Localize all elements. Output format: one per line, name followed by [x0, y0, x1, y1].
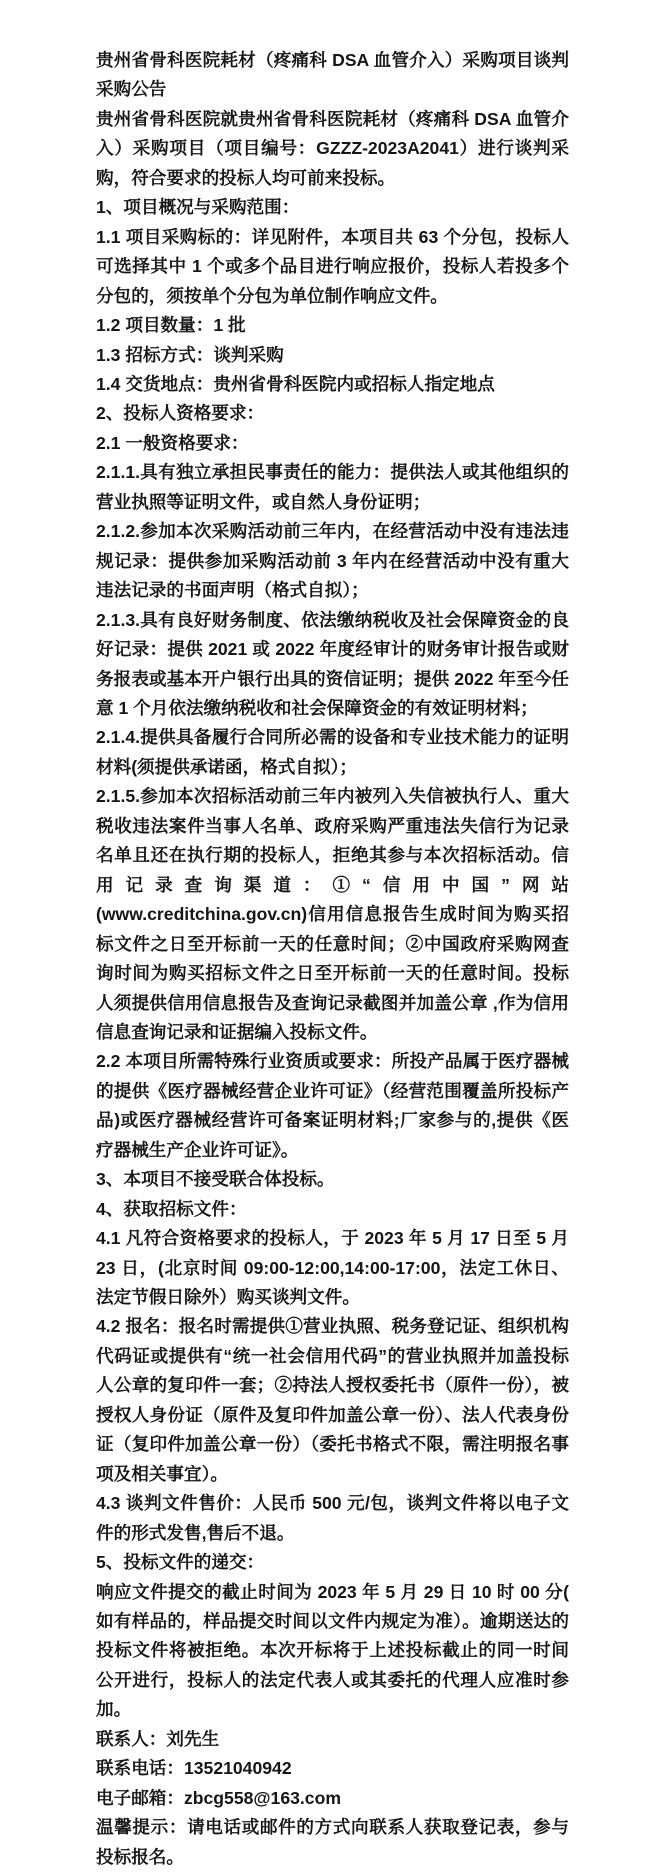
paragraph-6: 1.4 交货地点：贵州省骨科医院内或招标人指定地点 — [96, 373, 495, 394]
paragraph-10: 2.1.2.参加本次采购活动前三年内，在经营活动中没有违法违规记录：提供参加采购活动前 3 年内在经营活动中没有重大违法记录的书面声明（格式自拟）； — [96, 521, 569, 601]
paragraph-5: 1.3 招标方式：谈判采购 — [96, 344, 284, 365]
paragraph-16: 4、获取招标文件： — [96, 1198, 247, 1219]
paragraph-19: 4.3 谈判文件售价：人民币 500 元/包，谈判文件将以电子文件的形式发售,售后不退。 — [96, 1493, 569, 1543]
paragraph-11: 2.1.3.具有良好财务制度、依法缴纳税收及社会保障资金的良好记录：提供 2021 或 2022 年度经审计的财务审计报告或财务报表或基本开户银行出具的资信证明；提供 2022 年至今任意 1 个月依法缴纳税收和社会保障资金的有效证明材料； — [96, 609, 569, 718]
paragraph-1: 贵州省骨科医院就贵州省骨科医院耗材（疼痛科 DSA 血管介入）采购项目（项目编号：GZZZ-2023A2041）进行谈判采购，符合要求的投标人均可前来投标。 — [96, 108, 569, 188]
paragraph-15: 3、本项目不接受联合体投标。 — [96, 1169, 335, 1190]
paragraph-8: 2.1 一般资格要求： — [96, 432, 249, 453]
paragraph-13: 2.1.5.参加本次招标活动前三年内被列入失信被执行人、重大税收违法案件当事人名单、政府采购严重违法失信行为记录名单且还在执行期的投标人，拒绝其参与本次招标活动。信用记录查询渠道：①“信用中国”网站(www.creditchina.gov.cn)信用信息报告生成时间为购买招标文件之日至开标前一天的任意时间；②中国政府采购网查询时间为购买招标文件之日至开标前一天的任意时间。投标人须提供信用信息报告及查询记录截图并加盖公章 ,作为信用信息查询记录和证据编入投标文件。 — [96, 786, 569, 1042]
paragraph-7: 2、投标人资格要求： — [96, 403, 265, 424]
paragraph-17: 4.1 凡符合资格要求的投标人，于 2023 年 5 月 17 日至 5 月 23 日，(北京时间 09:00-12:00,14:00-17:00，法定工休日、法定节假日除外）购买谈判文件。 — [96, 1228, 569, 1308]
paragraph-22: 联系人：刘先生 — [96, 1728, 220, 1749]
paragraph-14: 2.2 本项目所需特殊行业资质或要求：所投产品属于医疗器械的提供《医疗器械经营企业许可证》（经营范围覆盖所投标产品)或医疗器械经营许可备案证明材料;厂家参与的,提供《医疗器械生产企业许可证》。 — [96, 1051, 569, 1160]
paragraph-24: 电子邮箱：zbcg558@163.com — [96, 1787, 341, 1808]
paragraph-12: 2.1.4.提供具备履行合同所必需的设备和专业技术能力的证明材料(须提供承诺函，格式自拟）； — [96, 727, 569, 777]
paragraph-9: 2.1.1.具有独立承担民事责任的能力：提供法人或其他组织的营业执照等证明文件，或自然人身份证明； — [96, 462, 569, 512]
document-body — [96, 105, 569, 1872]
document-title: 贵州省骨科医院耗材（疼痛科 DSA 血管介入）采购项目谈判采购公告 — [96, 50, 569, 100]
paragraph-20: 5、投标文件的递交： — [96, 1552, 265, 1573]
paragraph-2: 1、项目概况与采购范围： — [96, 197, 300, 218]
paragraph-23: 联系电话：13521040942 — [96, 1758, 292, 1779]
paragraph-18: 4.2 报名：报名时需提供①营业执照、税务登记证、组织机构代码证或提供有“统一社会信用代码”的营业执照并加盖投标人公章的复印件一套；②持法人授权委托书（原件一份），被授权人身份证（原件及复印件加盖公章一份）、法人代表身份证（复印件加盖公章一份）（委托书格式不限，需注明报名事项及相关事宜）。 — [96, 1316, 569, 1484]
paragraph-4: 1.2 项目数量：1 批 — [96, 315, 246, 336]
paragraph-21: 响应文件提交的截止时间为 2023 年 5 月 29 日 10 时 00 分( 如有样品的，样品提交时间以文件内规定为准）。逾期送达的投标文件将被拒绝。本次开标将于上述投标截止的同一时间公开进行，投标人的法定代表人或其委托的代理人应准时参加。 — [96, 1581, 569, 1720]
paragraph-25: 温馨提示：请电话或邮件的方式向联系人获取登记表，参与投标报名。 — [96, 1817, 569, 1867]
paragraph-3: 1.1 项目采购标的：详见附件，本项目共 63 个分包，投标人可选择其中 1 个或多个品目进行响应报价，投标人若投多个分包的，须按单个分包为单位制作响应文件。 — [96, 226, 569, 306]
